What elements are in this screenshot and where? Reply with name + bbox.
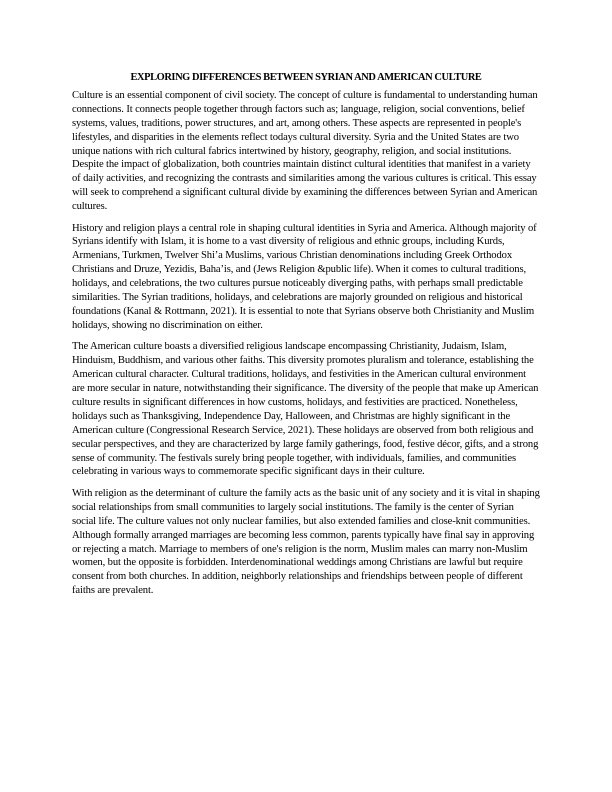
document-title: EXPLORING DIFFERENCES BETWEEN SYRIAN AND AMERICAN CULTURE xyxy=(130,72,482,83)
paragraph-history-religion: History and religion plays a central role in shaping cultural identities in Syria and America. Although majority of Syrians identify with Islam, it is home to a vast diversity of religious and ethnic groups, including Kurds, Armenians, Turkmen, Twelver Shi’a Muslims, various Christian denominations including Greek Orthodox Christians and Druze, Yezidis, Baha’is, and (Jews Religion &public life). When it comes to cultural traditions, holidays, and celebrations, the two cultures pursue noticeably diverging paths, with perhaps small predictable similarities. The Syrian traditions, holidays, and celebrations are majorly grounded on religious and historical foundations (Kanal & Rottmann, 2021). It is essential to note that Syrians observe both Christianity and Muslim holidays, showing no discrimination on either. xyxy=(72,222,537,331)
paragraph-american-culture: The American culture boasts a diversified religious landscape encompassing Christianity, Judaism, Islam, Hinduism, Buddhism, and various other faiths. This diversity promotes pluralism and tolerance, establishing the American cultural character. Cultural traditions, holidays, and festivities in the American cultural environment are more secular in nature, notwithstanding their significance. The diversity of the people that make up American culture results in significant differences in how customs, holidays, and festivities are practiced. Nonetheless, holidays such as Thanksgiving, Independence Day, Halloween, and Christmas are highly significant in the American culture (Congressional Research Service, 2021). These holidays are observed from both religious and secular perspectives, and they are characterized by large family gatherings, food, festive décor, gifts, and a strong sense of community. The festivals surely bring people together, with individuals, families, and communities celebrating in various ways to commemorate specific significant days in their culture. xyxy=(72,341,539,478)
paragraph-introduction: Culture is an essential component of civil society. The concept of culture is fundamental to understanding human connections. It connects people together through factors such as; language, religion, social conventions, belief systems, values, traditions, power structures, and art, among others. These aspects are represented in people's lifestyles, and disparities in the elements reflect todays cultural diversity. Syria and the United States are two unique nations with rich cultural fabrics intertwined by history, geography, religion, and social institutions. Despite the impact of globalization, both countries maintain distinct cultural identities that manifest in a variety of daily activities, and recognizing the contrasts and similarities among the various cultures is critical. This essay will seek to comprehend a significant cultural divide by examining the differences between Syrian and American cultures. xyxy=(72,89,538,213)
document-body xyxy=(72,71,540,606)
paragraph-family: With religion as the determinant of culture the family acts as the basic unit of any society and it is vital in shaping social relationships from small communities to largely social institutions. The family is the center of Syrian social life. The culture values not only nuclear families, but also extended families and close-knit communities. Although formally arranged marriages are becoming less common, parents typically have final say in approving or rejecting a match. Marriage to members of one's religion is the norm, Muslim males can marry non-Muslim women, but the opposite is forbidden. Interdenominational weddings among Christians are lawful but require consent from both churches. In addition, neighborly relationships and friendships between people of different faiths are prevalent. xyxy=(72,487,540,597)
